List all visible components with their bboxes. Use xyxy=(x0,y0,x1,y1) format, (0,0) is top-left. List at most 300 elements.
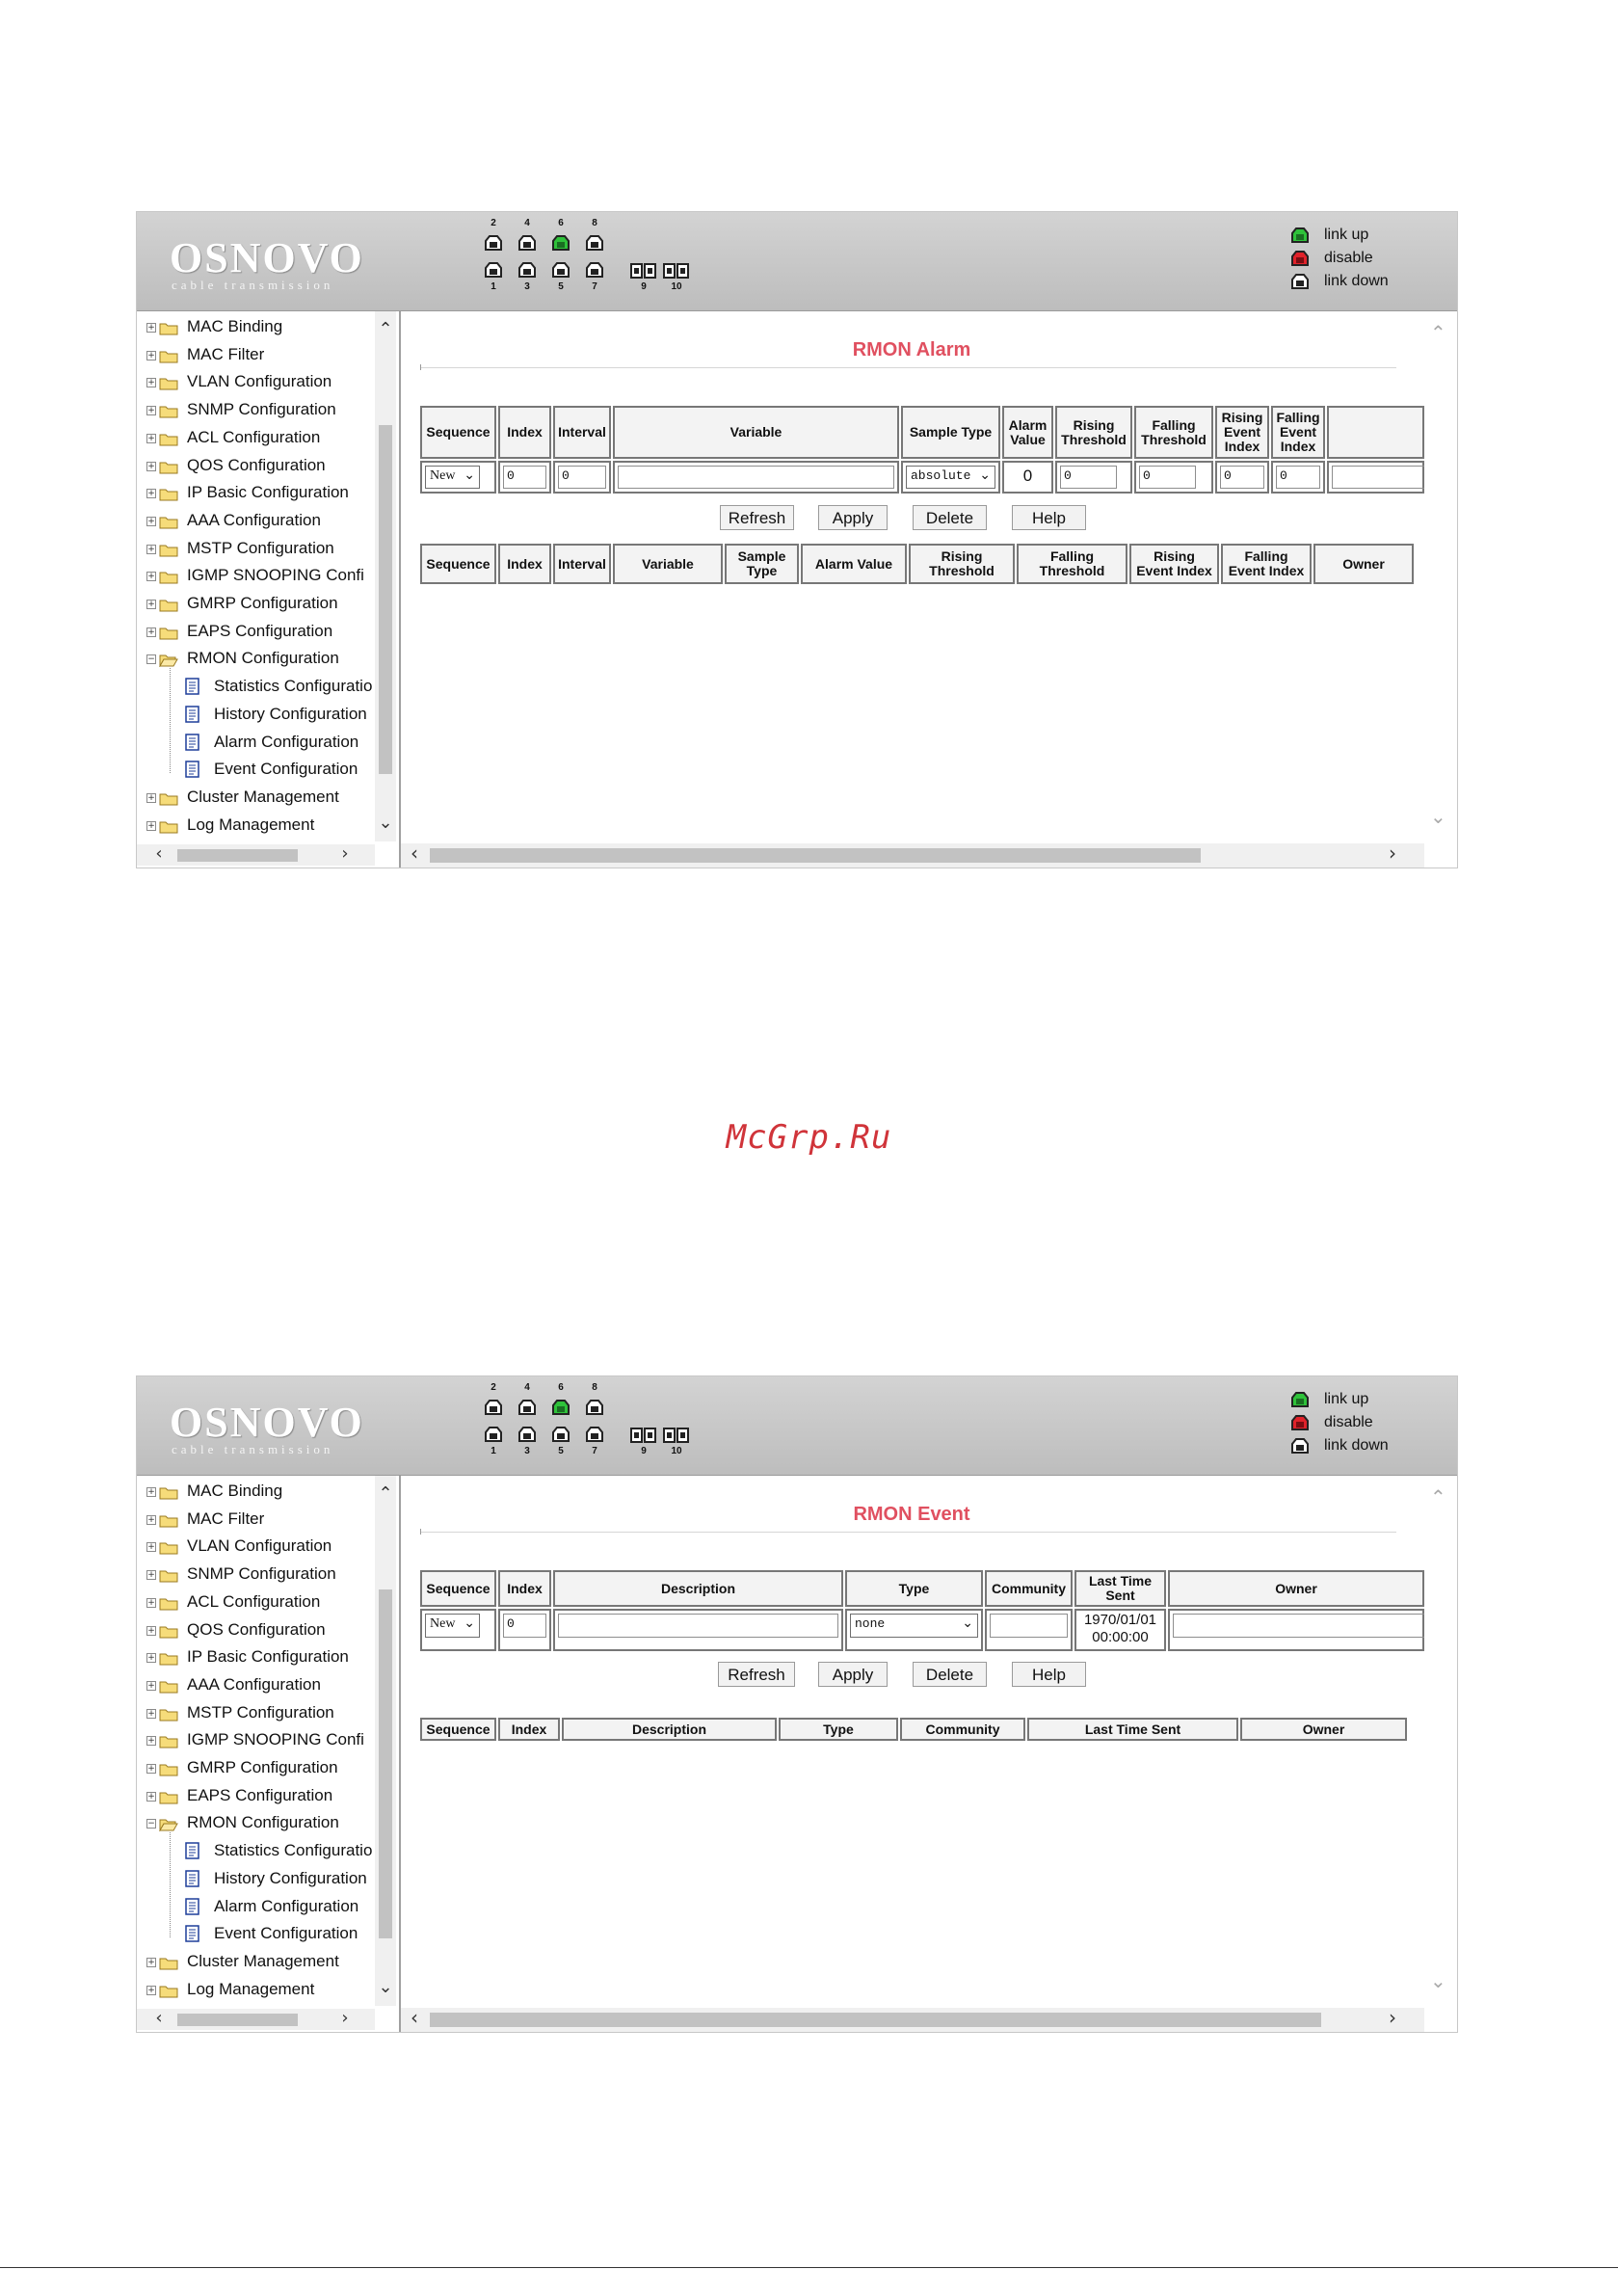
expand-icon[interactable]: + xyxy=(147,1958,155,1967)
port-number: 2 xyxy=(491,1382,496,1393)
port-number: 9 xyxy=(641,1446,647,1456)
folder-icon xyxy=(159,570,178,584)
folder-icon xyxy=(159,487,178,501)
refresh-button[interactable]: Refresh xyxy=(720,505,794,530)
sidebar-item-label: MAC Filter xyxy=(187,1509,265,1528)
legend-link-down xyxy=(1291,272,1436,295)
port-3-icon[interactable] xyxy=(518,262,536,278)
sidebar-item-label: Statistics Configuratio xyxy=(214,1841,373,1859)
help-button[interactable]: Help xyxy=(1012,505,1086,530)
page-icon xyxy=(185,706,200,723)
main-horizontal-scrollbar[interactable] xyxy=(401,843,1424,868)
sidebar-item-label: Log Management xyxy=(187,1980,315,1998)
sfp-port-9-icon[interactable] xyxy=(630,1427,657,1444)
sidebar-item-label: Cluster Management xyxy=(187,788,339,806)
select-value: New xyxy=(430,468,456,483)
sidebar-item-mstp-configuration[interactable] xyxy=(146,1701,378,1728)
divider xyxy=(420,1529,421,1535)
port-4-icon[interactable] xyxy=(518,1400,536,1415)
page-icon xyxy=(185,734,200,751)
sidebar-vertical-scrollbar[interactable] xyxy=(375,311,396,841)
chevron-down-icon: ⌄ xyxy=(464,1615,475,1631)
sample-type-select[interactable] xyxy=(906,466,995,489)
expand-icon[interactable]: + xyxy=(147,1986,155,1995)
sidebar-item-qos-configuration[interactable] xyxy=(146,454,378,481)
logo: OSNOVO xyxy=(170,1399,364,1446)
port-number: 8 xyxy=(592,218,597,228)
list-header-alarm-value: Alarm Value xyxy=(801,544,907,584)
list-header-sample-type: Sample Type xyxy=(725,544,799,584)
divider xyxy=(420,364,421,370)
rising-threshold-cell xyxy=(1055,461,1132,494)
scroll-up-icon[interactable]: ⌃ xyxy=(1430,1485,1446,1508)
sfp-port-10-icon[interactable] xyxy=(663,262,690,280)
divider xyxy=(0,2267,1618,2268)
sidebar-item-acl-configuration[interactable] xyxy=(146,1590,378,1617)
logo-subtitle: cable transmission xyxy=(172,1442,334,1456)
scrollbar-thumb[interactable] xyxy=(379,425,392,774)
col-header-owner xyxy=(1327,406,1424,459)
sidebar-item-label: Statistics Configuratio xyxy=(214,677,373,695)
sidebar-item-gmrp-configuration[interactable] xyxy=(146,1756,378,1783)
expand-icon[interactable]: + xyxy=(147,1570,155,1580)
port-number: 4 xyxy=(524,218,530,228)
expand-icon[interactable]: + xyxy=(147,323,155,333)
last-time-sent-time: 00:00:00 xyxy=(1092,1629,1149,1645)
port-dark-icon xyxy=(1291,1438,1309,1454)
legend-disable xyxy=(1291,249,1436,272)
sidebar-item-eaps-configuration[interactable] xyxy=(146,1784,378,1811)
scrollbar-thumb[interactable] xyxy=(430,2013,1321,2027)
scroll-right-icon[interactable]: › xyxy=(341,2008,349,2028)
page-icon xyxy=(185,1898,200,1915)
expand-icon[interactable]: + xyxy=(147,1626,155,1636)
sidebar-item-ip-basic-configuration[interactable] xyxy=(146,481,378,508)
sidebar-item-label: RMON Configuration xyxy=(187,1813,339,1831)
folder-icon xyxy=(159,1568,178,1583)
port-1-icon[interactable] xyxy=(485,1427,502,1442)
sidebar-item-label: MSTP Configuration xyxy=(187,1703,334,1722)
folder-icon xyxy=(159,1596,178,1611)
list-header-description: Description xyxy=(562,1718,777,1741)
port-7-icon[interactable] xyxy=(586,1427,603,1442)
expand-icon[interactable]: + xyxy=(147,434,155,443)
sidebar-item-aaa-configuration[interactable] xyxy=(146,1673,378,1700)
sidebar-tree xyxy=(137,311,401,868)
expand-icon[interactable]: + xyxy=(147,793,155,803)
col-header-rising-event-index: Rising Event Index xyxy=(1215,406,1269,459)
sample-type-cell xyxy=(901,461,1000,494)
col-header-sequence: Sequence xyxy=(420,406,496,459)
sidebar-item-acl-configuration[interactable] xyxy=(146,426,378,453)
list-header-sequence: Sequence xyxy=(420,544,496,584)
collapse-icon[interactable]: − xyxy=(147,1819,155,1829)
sidebar-item-label: IP Basic Configuration xyxy=(187,483,349,501)
sidebar-item-label: IGMP SNOOPING Confi xyxy=(187,566,364,584)
sidebar-item-ip-basic-configuration[interactable] xyxy=(146,1645,378,1672)
folder-icon xyxy=(159,1707,178,1722)
main-horizontal-scrollbar[interactable] xyxy=(401,2008,1424,2032)
port-2-icon[interactable] xyxy=(485,235,502,251)
folder-icon xyxy=(159,460,178,474)
sequence-cell xyxy=(420,461,496,494)
scroll-down-icon[interactable]: ⌄ xyxy=(378,813,393,833)
sidebar-item-label: ACL Configuration xyxy=(187,428,321,446)
legend-link-up xyxy=(1291,1390,1436,1413)
port-panel xyxy=(484,1382,725,1471)
falling-threshold-cell xyxy=(1134,461,1213,494)
col-header-community: Community xyxy=(985,1570,1073,1607)
sidebar-item-mstp-configuration[interactable] xyxy=(146,537,378,564)
sidebar-item-rmon-configuration[interactable] xyxy=(146,647,378,674)
owner-input[interactable] xyxy=(1173,1614,1426,1638)
folder-icon xyxy=(159,1513,178,1528)
folder-icon xyxy=(159,432,178,446)
port-green-icon xyxy=(1291,227,1309,243)
expand-icon[interactable]: + xyxy=(147,489,155,498)
legend-label: link down xyxy=(1324,1437,1389,1454)
port-red-icon xyxy=(1291,251,1309,266)
community-input[interactable] xyxy=(990,1614,1068,1638)
port-3-icon[interactable] xyxy=(518,1427,536,1442)
col-header-alarm-value: Alarm Value xyxy=(1002,406,1053,459)
list-header-rising-threshold: Rising Threshold xyxy=(909,544,1015,584)
interval-input[interactable]: 0 xyxy=(558,466,606,489)
sidebar-item-label: IP Basic Configuration xyxy=(187,1647,349,1666)
folder-icon xyxy=(159,1679,178,1694)
expand-icon[interactable]: + xyxy=(147,1542,155,1552)
col-header-sequence: Sequence xyxy=(420,1570,496,1607)
folder-icon xyxy=(159,376,178,390)
folder-icon xyxy=(159,1956,178,1970)
rising-threshold-input[interactable]: 0 xyxy=(1060,466,1117,489)
sidebar-item-cluster-management[interactable] xyxy=(146,786,378,813)
folder-icon xyxy=(159,626,178,640)
folder-icon xyxy=(159,543,178,557)
port-number: 9 xyxy=(641,281,647,292)
expand-icon[interactable]: + xyxy=(147,1764,155,1774)
index-cell xyxy=(498,1609,551,1651)
list-header-community: Community xyxy=(900,1718,1025,1741)
index-input[interactable]: 0 xyxy=(503,466,546,489)
falling-event-index-input[interactable]: 0 xyxy=(1276,466,1320,489)
expand-icon[interactable]: + xyxy=(147,627,155,637)
sequence-select[interactable] xyxy=(425,466,480,489)
sidebar-item-vlan-configuration[interactable] xyxy=(146,1535,378,1562)
delete-button[interactable]: Delete xyxy=(913,1662,987,1687)
sidebar-item-label: Cluster Management xyxy=(187,1952,339,1970)
port-4-icon[interactable] xyxy=(518,235,536,251)
expand-icon[interactable]: + xyxy=(147,545,155,554)
main-content xyxy=(401,311,1457,868)
page-icon xyxy=(185,1870,200,1887)
list-header-falling-event-index: Falling Event Index xyxy=(1221,544,1312,584)
port-number: 5 xyxy=(558,281,564,292)
owner-cell xyxy=(1327,461,1424,494)
folder-icon xyxy=(159,349,178,363)
owner-cell xyxy=(1168,1609,1424,1651)
expand-icon[interactable]: + xyxy=(147,1515,155,1525)
folder-icon xyxy=(159,321,178,335)
port-number: 10 xyxy=(671,281,682,292)
expand-icon[interactable]: + xyxy=(147,1792,155,1802)
delete-button[interactable]: Delete xyxy=(913,505,987,530)
description-input[interactable] xyxy=(558,1614,838,1638)
sidebar-item-label: RMON Configuration xyxy=(187,649,339,667)
sidebar-horizontal-scrollbar[interactable] xyxy=(137,844,375,866)
divider xyxy=(420,1532,1396,1533)
sidebar-item-snmp-configuration[interactable] xyxy=(146,1562,378,1589)
port-panel xyxy=(484,218,725,307)
legend-label: disable xyxy=(1324,250,1373,266)
rising-event-index-cell xyxy=(1215,461,1269,494)
scroll-down-icon[interactable]: ⌄ xyxy=(378,1977,393,1997)
scroll-right-icon[interactable]: › xyxy=(341,843,349,864)
port-legend xyxy=(1291,1390,1436,1459)
sidebar-item-label: VLAN Configuration xyxy=(187,372,332,390)
expand-icon[interactable]: + xyxy=(147,1709,155,1719)
col-header-type: Type xyxy=(845,1570,983,1607)
sidebar-item-igmp-snooping-confi[interactable] xyxy=(146,564,378,591)
expand-icon[interactable]: + xyxy=(147,821,155,831)
folder-icon xyxy=(159,515,178,529)
port-1-icon[interactable] xyxy=(485,262,502,278)
tree-guide-line xyxy=(170,668,171,773)
scroll-right-icon[interactable]: › xyxy=(1389,841,1396,865)
expand-icon[interactable]: + xyxy=(147,378,155,387)
legend-disable xyxy=(1291,1413,1436,1436)
expand-icon[interactable]: + xyxy=(147,1487,155,1497)
port-8-icon[interactable] xyxy=(586,235,603,251)
sidebar-item-qos-configuration[interactable] xyxy=(146,1618,378,1645)
chevron-down-icon: ⌄ xyxy=(464,467,475,483)
expand-icon[interactable]: + xyxy=(147,462,155,471)
select-value: New xyxy=(430,1616,456,1631)
apply-button[interactable]: Apply xyxy=(818,1662,888,1687)
page-title: RMON Event xyxy=(853,1504,970,1525)
scrollbar-thumb[interactable] xyxy=(177,2014,298,2026)
port-5-icon[interactable] xyxy=(552,1427,570,1442)
folder-icon xyxy=(159,1734,178,1749)
sidebar-vertical-scrollbar[interactable] xyxy=(375,1476,396,2006)
scroll-left-icon[interactable]: ‹ xyxy=(155,843,163,864)
list-header-owner: Owner xyxy=(1240,1718,1407,1741)
port-6-icon[interactable] xyxy=(552,235,570,251)
scrollbar-thumb[interactable] xyxy=(379,1589,392,1938)
expand-icon[interactable]: + xyxy=(147,1681,155,1691)
index-cell xyxy=(498,461,551,494)
col-header-interval: Interval xyxy=(553,406,611,459)
scroll-left-icon[interactable]: ‹ xyxy=(411,2006,418,2029)
variable-cell xyxy=(613,461,899,494)
sidebar-item-cluster-management[interactable] xyxy=(146,1950,378,1977)
sidebar-item-label: MAC Binding xyxy=(187,1482,283,1500)
sidebar-item-mac-filter[interactable] xyxy=(146,343,378,370)
port-number: 3 xyxy=(524,281,530,292)
port-2-icon[interactable] xyxy=(485,1400,502,1415)
port-number: 2 xyxy=(491,218,496,228)
legend-label: link up xyxy=(1324,1391,1369,1407)
page-icon xyxy=(185,1842,200,1859)
main-vertical-scrollbar[interactable] xyxy=(1424,1476,1455,2008)
port-number: 7 xyxy=(592,1446,597,1456)
col-header-sample-type: Sample Type xyxy=(901,406,1000,459)
list-header-type: Type xyxy=(779,1718,898,1741)
port-6-icon[interactable] xyxy=(552,1400,570,1415)
sidebar-item-mac-filter[interactable] xyxy=(146,1508,378,1535)
scrollbar-thumb[interactable] xyxy=(430,848,1201,863)
legend-label: disable xyxy=(1324,1414,1373,1430)
folder-icon xyxy=(159,598,178,612)
folder-open-icon xyxy=(159,653,178,667)
sidebar-item-label: MAC Filter xyxy=(187,345,265,363)
page-icon xyxy=(185,678,200,695)
scroll-left-icon[interactable]: ‹ xyxy=(155,2008,163,2028)
collapse-icon[interactable]: − xyxy=(147,654,155,664)
sequence-cell xyxy=(420,1609,496,1651)
port-7-icon[interactable] xyxy=(586,262,603,278)
sidebar-item-log-management[interactable] xyxy=(146,1978,378,2005)
sidebar-item-label: SNMP Configuration xyxy=(187,400,336,418)
folder-open-icon xyxy=(159,1817,178,1831)
rising-event-index-input[interactable]: 0 xyxy=(1220,466,1264,489)
expand-icon[interactable]: + xyxy=(147,1736,155,1746)
folder-icon xyxy=(159,791,178,806)
sidebar-horizontal-scrollbar[interactable] xyxy=(137,2009,375,2030)
col-header-falling-event-index: Falling Event Index xyxy=(1271,406,1325,459)
alarm-value: 0 xyxy=(1022,467,1033,485)
scrollbar-thumb[interactable] xyxy=(177,849,298,862)
sidebar-item-label: GMRP Configuration xyxy=(187,1758,338,1776)
folder-icon xyxy=(159,1790,178,1804)
divider xyxy=(420,367,1396,368)
port-number: 1 xyxy=(491,1446,496,1456)
expand-icon[interactable]: + xyxy=(147,406,155,415)
port-number: 8 xyxy=(592,1382,597,1393)
sidebar-item-label: Alarm Configuration xyxy=(214,1897,359,1915)
port-number: 5 xyxy=(558,1446,564,1456)
scroll-left-icon[interactable]: ‹ xyxy=(411,841,418,865)
legend-link-down xyxy=(1291,1436,1436,1459)
expand-icon[interactable]: + xyxy=(147,351,155,360)
expand-icon[interactable]: + xyxy=(147,1598,155,1608)
col-header-index: Index xyxy=(498,406,551,459)
sidebar-item-mac-binding[interactable] xyxy=(146,315,378,342)
sfp-port-10-icon[interactable] xyxy=(663,1427,690,1444)
community-cell xyxy=(985,1609,1073,1651)
sidebar-item-label: EAPS Configuration xyxy=(187,622,333,640)
last-time-sent-date: 1970/01/01 xyxy=(1083,1612,1157,1628)
scroll-up-icon[interactable]: ⌃ xyxy=(1430,321,1446,344)
folder-icon xyxy=(159,404,178,418)
scroll-up-icon[interactable]: ⌃ xyxy=(378,319,393,339)
sidebar-item-label: QOS Configuration xyxy=(187,1620,326,1639)
scroll-right-icon[interactable]: › xyxy=(1389,2006,1396,2029)
folder-icon xyxy=(159,1624,178,1639)
col-header-rising-threshold: Rising Threshold xyxy=(1055,406,1132,459)
rmon-event-screenshot xyxy=(136,1375,1458,2033)
folder-icon xyxy=(159,1651,178,1666)
list-header-interval: Interval xyxy=(553,544,611,584)
falling-event-index-cell xyxy=(1271,461,1325,494)
sidebar-item-label: History Configuration xyxy=(214,705,367,723)
list-header-last-time-sent: Last Time Sent xyxy=(1027,1718,1238,1741)
list-header-falling-threshold: Falling Threshold xyxy=(1017,544,1127,584)
sidebar-item-label: IGMP SNOOPING Confi xyxy=(187,1730,364,1749)
chevron-down-icon: ⌄ xyxy=(962,1615,973,1631)
col-header-variable: Variable xyxy=(613,406,899,459)
sidebar-item-label: QOS Configuration xyxy=(187,456,326,474)
index-input[interactable]: 0 xyxy=(503,1614,546,1638)
col-header-index: Index xyxy=(498,1570,551,1607)
expand-icon[interactable]: + xyxy=(147,600,155,609)
col-header-description: Description xyxy=(553,1570,843,1607)
port-number: 4 xyxy=(524,1382,530,1393)
sidebar-item-label: SNMP Configuration xyxy=(187,1564,336,1583)
sidebar-item-aaa-configuration[interactable] xyxy=(146,509,378,536)
sidebar-item-label: AAA Configuration xyxy=(187,511,321,529)
list-header-index: Index xyxy=(498,1718,560,1741)
scroll-down-icon[interactable]: ⌄ xyxy=(1430,805,1446,828)
interval-cell xyxy=(553,461,611,494)
sidebar-item-label: MSTP Configuration xyxy=(187,539,334,557)
port-8-icon[interactable] xyxy=(586,1400,603,1415)
sidebar-item-label: Event Configuration xyxy=(214,760,358,778)
port-number: 1 xyxy=(491,281,496,292)
list-header-variable: Variable xyxy=(613,544,723,584)
sequence-select[interactable] xyxy=(425,1614,480,1638)
sidebar-item-snmp-configuration[interactable] xyxy=(146,398,378,425)
apply-button[interactable]: Apply xyxy=(818,505,888,530)
logo-subtitle: cable transmission xyxy=(172,278,334,292)
owner-input[interactable] xyxy=(1332,466,1426,489)
tree-guide-line xyxy=(170,1832,171,1937)
sidebar-item-mac-binding[interactable] xyxy=(146,1480,378,1507)
refresh-button[interactable]: Refresh xyxy=(718,1662,795,1687)
main-content xyxy=(401,1476,1457,2032)
sidebar-item-label: MAC Binding xyxy=(187,317,283,335)
sidebar-item-vlan-configuration[interactable] xyxy=(146,370,378,397)
sidebar-item-igmp-snooping-confi[interactable] xyxy=(146,1728,378,1755)
scroll-down-icon[interactable]: ⌄ xyxy=(1430,1969,1446,1992)
sidebar-item-rmon-configuration[interactable] xyxy=(146,1811,378,1838)
sidebar-item-log-management[interactable] xyxy=(146,814,378,841)
scroll-up-icon[interactable]: ⌃ xyxy=(378,1483,393,1504)
expand-icon[interactable]: + xyxy=(147,517,155,526)
chevron-down-icon: ⌄ xyxy=(979,467,991,483)
type-select[interactable] xyxy=(850,1614,978,1638)
watermark-text: McGrp.Ru xyxy=(726,1118,892,1157)
variable-input[interactable] xyxy=(618,466,894,489)
port-5-icon[interactable] xyxy=(552,262,570,278)
falling-threshold-input[interactable]: 0 xyxy=(1139,466,1196,489)
port-green-icon xyxy=(1291,1392,1309,1407)
sidebar-item-gmrp-configuration[interactable] xyxy=(146,592,378,619)
sidebar-item-eaps-configuration[interactable] xyxy=(146,620,378,647)
sidebar-item-label: AAA Configuration xyxy=(187,1675,321,1694)
list-header-sequence: Sequence xyxy=(420,1718,496,1741)
main-vertical-scrollbar[interactable] xyxy=(1424,311,1455,843)
sidebar-item-label: ACL Configuration xyxy=(187,1592,321,1611)
legend-link-up xyxy=(1291,226,1436,249)
expand-icon[interactable]: + xyxy=(147,572,155,581)
help-button[interactable]: Help xyxy=(1012,1662,1086,1687)
expand-icon[interactable]: + xyxy=(147,1653,155,1663)
description-cell xyxy=(553,1609,843,1651)
sfp-port-9-icon[interactable] xyxy=(630,262,657,280)
sidebar-item-label: Event Configuration xyxy=(214,1924,358,1942)
sidebar-tree xyxy=(137,1476,401,2032)
